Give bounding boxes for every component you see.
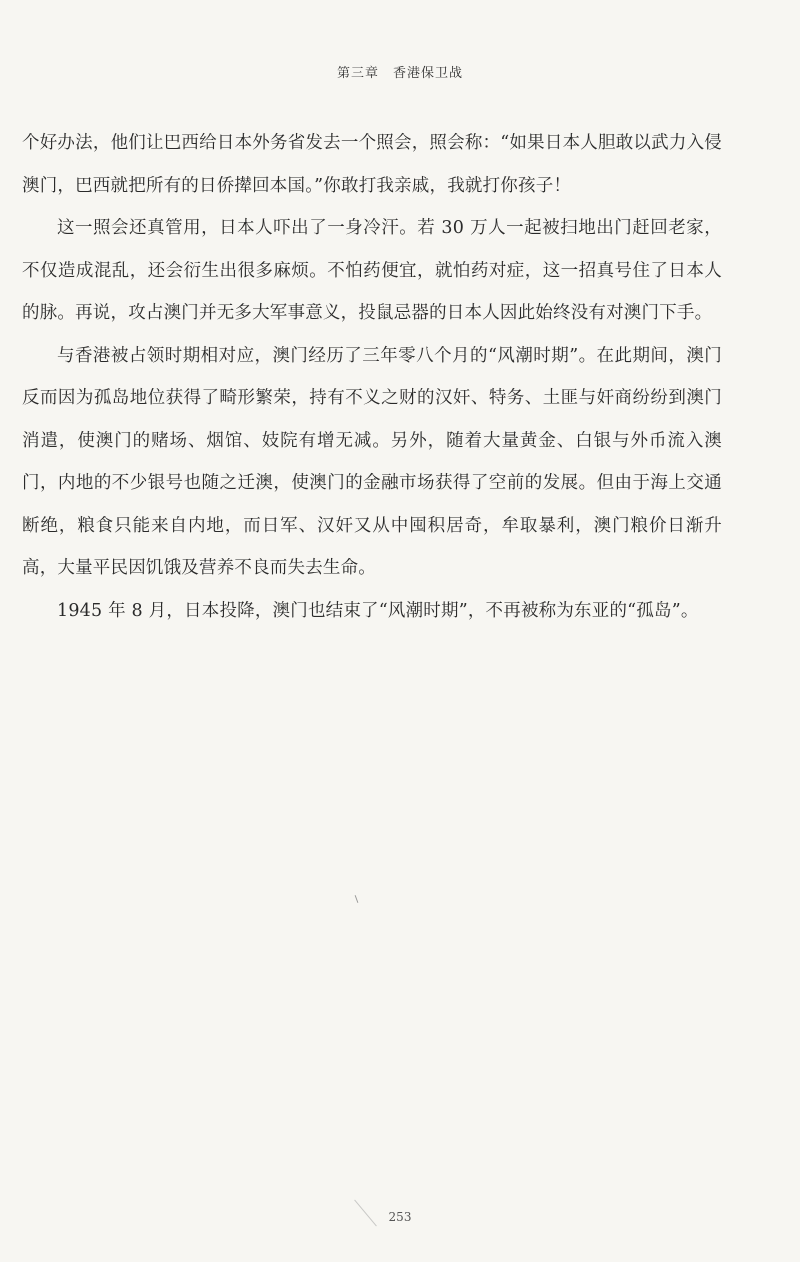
running-head: 第三章 香港保卫战 xyxy=(336,66,463,81)
paragraph: 与香港被占领时期相对应，澳门经历了三年零八个月的“风潮时期”。在此期间，澳门反而因为孤岛地位获得了畸形繁荣，持有不义之财的汉奸、特务、土匪与奸商纷纷到澳门消遣，使澳门的赌场、烟馆、妓院有增无减。另外，随着大量黄金、白银与外币流入澳门，内地的不少银号也随之迁澳，使澳门的金融市场获得了空前的发展。但由于海上交通断绝，粮食只能来自内地，而日军、汉奸又从中囤积居奇，牟取暴利，澳门粮价日渐升高，大量平民因饥饿及营养不良而失去生命。 xyxy=(22,345,722,578)
paragraph: 1945 年 8 月，日本投降，澳门也结束了“风潮时期”，不再被称为东亚的“孤岛”。 xyxy=(57,600,699,621)
page-number: 253 xyxy=(388,1210,412,1224)
paragraph-continuation: 个好办法，他们让巴西给日本外务省发去一个照会，照会称：“如果日本人胆敢以武力入侵澳门，巴西就把所有的日侨撵回本国。”你敢打我亲戚，我就打你孩子！ xyxy=(22,133,722,196)
paragraph: 这一照会还真管用，日本人吓出了一身冷汗。若 30 万人一起被扫地出门赶回老家，不仅造成混乱，还会衍生出很多麻烦。不怕药便宜，就怕药对症，这一招真号住了日本人的脉。再说，攻占澳门并无多大军事意义，投鼠忌器的日本人因此始终没有对澳门下手。 xyxy=(22,218,722,323)
body-text xyxy=(22,122,722,632)
scan-speck xyxy=(355,895,359,903)
